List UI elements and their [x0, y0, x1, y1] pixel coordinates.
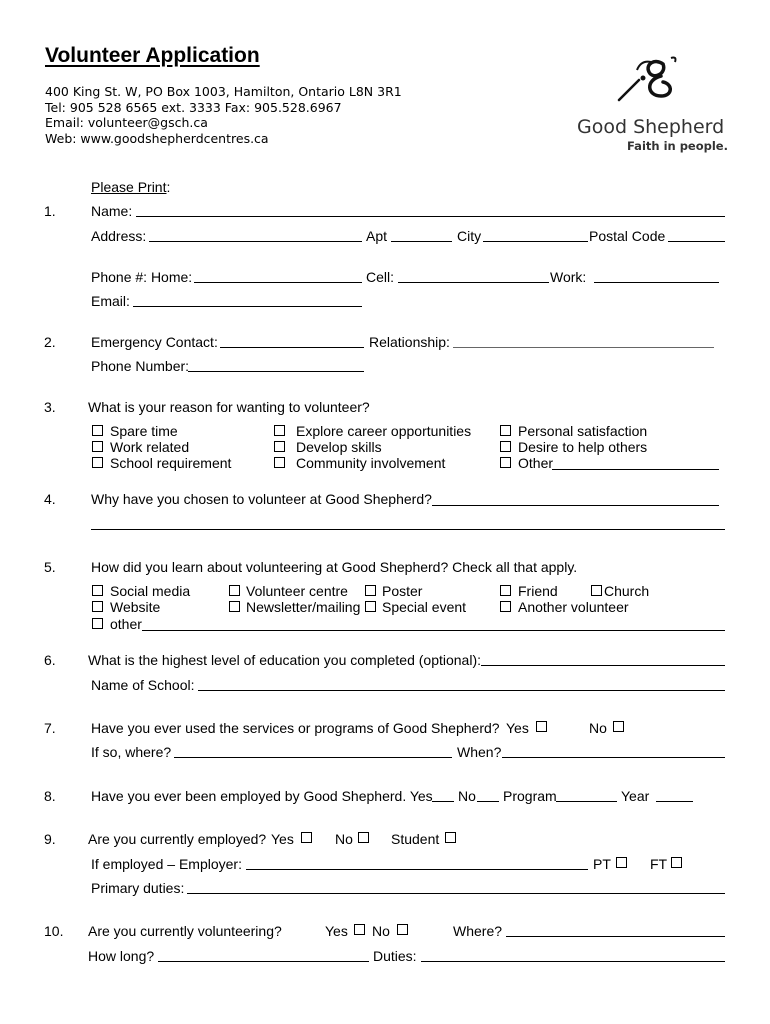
employer-label: If employed – Employer:	[91, 856, 242, 872]
q9-no-checkbox[interactable]	[358, 832, 369, 843]
website-checkbox[interactable]	[92, 601, 103, 612]
relationship-field[interactable]	[453, 347, 714, 348]
city-field[interactable]	[483, 241, 588, 242]
email-text: Email: volunteer@gsch.ca	[45, 115, 208, 130]
q8-number: 8.	[44, 788, 56, 804]
how-long-field[interactable]	[158, 961, 369, 962]
education-field[interactable]	[481, 665, 725, 666]
q8-program-field[interactable]	[556, 801, 617, 802]
q9-no-label: No	[335, 831, 353, 847]
other-source-field[interactable]	[142, 630, 725, 631]
special-event-label: Special event	[382, 599, 467, 615]
postal-code-label: Postal Code	[589, 228, 666, 244]
cell-field[interactable]	[398, 282, 549, 283]
q9-yes-label: Yes	[271, 831, 294, 847]
emergency-contact-field[interactable]	[220, 347, 364, 348]
please-print-text: Please Print	[91, 179, 167, 195]
email-label: Email:	[91, 293, 130, 309]
other-reason-field[interactable]	[552, 469, 719, 470]
church-checkbox[interactable]	[591, 585, 602, 596]
another-volunteer-checkbox[interactable]	[500, 601, 511, 612]
name-field[interactable]	[136, 216, 725, 217]
q4-field-line-1[interactable]	[432, 505, 719, 506]
explore-career-checkbox[interactable]	[274, 425, 285, 436]
good-shepherd-logo	[575, 50, 728, 154]
q7-no-label: No	[589, 720, 607, 736]
apt-field[interactable]	[391, 241, 452, 242]
q7-where-field[interactable]	[174, 757, 452, 758]
q6-number: 6.	[44, 652, 56, 668]
q10-duties-label: Duties:	[373, 948, 417, 964]
q10-where-field[interactable]	[506, 936, 725, 937]
q7-yes-label: Yes	[506, 720, 529, 736]
desire-help-label: Desire to help others	[518, 439, 648, 455]
logo-name: Good Shepherd	[577, 116, 725, 138]
q10-no-checkbox[interactable]	[397, 924, 408, 935]
relationship-label: Relationship:	[369, 334, 450, 350]
community-involvement-checkbox[interactable]	[274, 457, 285, 468]
q2-number: 2.	[44, 334, 56, 350]
q10-question: Are you currently volunteering?	[88, 923, 282, 939]
other-reason-label: Other	[518, 455, 554, 471]
tel-text: Tel: 905 528 6565 ext. 3333 Fax: 905.528.6967	[45, 99, 342, 115]
personal-satisfaction-checkbox[interactable]	[500, 425, 511, 436]
q3-question: What is your reason for wanting to volunteer?	[88, 399, 370, 415]
address-label: Address:	[91, 228, 147, 244]
please-print-colon: :	[166, 179, 171, 195]
q10-yes-label: Yes	[325, 923, 348, 939]
address-text: 400 King St. W, PO Box 1003, Hamilton, Ontario L8N 3R1	[45, 84, 402, 99]
how-long-label: How long?	[88, 948, 155, 964]
school-requirement-label: School requirement	[110, 455, 232, 471]
q8-program-label: Program	[503, 788, 557, 804]
personal-satisfaction-label: Personal satisfaction	[518, 423, 648, 439]
q8-no-field[interactable]	[477, 801, 499, 802]
develop-skills-checkbox[interactable]	[274, 441, 285, 452]
school-name-field[interactable]	[198, 690, 725, 691]
q7-when-field[interactable]	[502, 757, 725, 758]
newsletter-checkbox[interactable]	[229, 601, 240, 612]
q6-question: What is the highest level of education you completed (optional):	[88, 652, 482, 668]
shepherd-crook-icon	[575, 50, 725, 110]
q4-field-line-2[interactable]	[91, 529, 725, 530]
spare-time-checkbox[interactable]	[92, 425, 103, 436]
primary-duties-field[interactable]	[187, 893, 725, 894]
poster-label: Poster	[382, 583, 423, 599]
develop-skills-label: Develop skills	[296, 439, 382, 455]
q8-year-field[interactable]	[656, 801, 693, 802]
apt-label: Apt	[366, 228, 388, 244]
q7-number: 7.	[44, 720, 56, 736]
address-field[interactable]	[149, 241, 362, 242]
q8-question: Have you ever been employed by Good Shepherd. Yes	[91, 788, 433, 804]
home-phone-field[interactable]	[194, 282, 362, 283]
social-media-label: Social media	[110, 583, 191, 599]
poster-checkbox[interactable]	[365, 585, 376, 596]
other-source-label: other	[110, 616, 142, 632]
page-title: Volunteer Application	[45, 44, 260, 67]
q7-where-label: If so, where?	[91, 744, 172, 760]
pt-label: PT	[593, 856, 611, 872]
q7-when-label: When?	[457, 744, 502, 760]
q5-question: How did you learn about volunteering at Good Shepherd? Check all that apply.	[91, 559, 578, 575]
employer-field[interactable]	[246, 869, 588, 870]
desire-help-checkbox[interactable]	[500, 441, 511, 452]
special-event-checkbox[interactable]	[365, 601, 376, 612]
q9-question: Are you currently employed?	[88, 831, 267, 847]
q8-no-label: No	[458, 788, 476, 804]
school-name-label: Name of School:	[91, 677, 195, 693]
volunteer-centre-checkbox[interactable]	[229, 585, 240, 596]
q8-yes-field[interactable]	[432, 801, 454, 802]
website-label: Website	[110, 599, 161, 615]
volunteer-centre-label: Volunteer centre	[246, 583, 348, 599]
q9-yes-checkbox[interactable]	[301, 832, 312, 843]
city-label: City	[457, 228, 482, 244]
community-involvement-label: Community involvement	[296, 455, 446, 471]
q8-year-label: Year	[621, 788, 650, 804]
another-volunteer-label: Another volunteer	[518, 599, 629, 615]
primary-duties-label: Primary duties:	[91, 880, 185, 896]
ft-label: FT	[650, 856, 668, 872]
friend-checkbox[interactable]	[500, 585, 511, 596]
other-reason-checkbox[interactable]	[500, 457, 511, 468]
q7-question: Have you ever used the services or programs of Good Shepherd?	[91, 720, 500, 736]
q4-question: Why have you chosen to volunteer at Good Shepherd?	[91, 491, 432, 507]
q4-number: 4.	[44, 491, 56, 507]
email-field[interactable]	[133, 306, 362, 307]
please-print-label	[91, 179, 170, 195]
phone-number-field[interactable]	[188, 371, 364, 372]
q3-number: 3.	[44, 399, 56, 415]
postal-code-field[interactable]	[668, 241, 725, 242]
pt-checkbox[interactable]	[616, 857, 627, 868]
social-media-checkbox[interactable]	[92, 585, 103, 596]
q10-duties-field[interactable]	[421, 961, 725, 962]
school-requirement-checkbox[interactable]	[92, 457, 103, 468]
work-related-label: Work related	[110, 439, 190, 455]
name-label: Name:	[91, 203, 133, 219]
logo-tagline: Faith in people.	[627, 139, 728, 153]
q7-no-checkbox[interactable]	[613, 721, 624, 732]
q9-number: 9.	[44, 831, 56, 847]
q10-no-label: No	[372, 923, 390, 939]
church-label: Church	[604, 583, 650, 599]
work-field[interactable]	[594, 282, 719, 283]
friend-label: Friend	[518, 583, 558, 599]
q7-yes-checkbox[interactable]	[536, 721, 547, 732]
phone-number-label: Phone Number:	[91, 358, 190, 374]
work-related-checkbox[interactable]	[92, 441, 103, 452]
q10-yes-checkbox[interactable]	[354, 924, 365, 935]
home-phone-label: Phone #: Home:	[91, 269, 193, 285]
spare-time-label: Spare time	[110, 423, 178, 439]
emergency-contact-label: Emergency Contact:	[91, 334, 218, 350]
work-label: Work:	[550, 269, 587, 285]
ft-checkbox[interactable]	[671, 857, 682, 868]
q9-student-label: Student	[391, 831, 440, 847]
other-source-checkbox[interactable]	[92, 618, 103, 629]
explore-career-label: Explore career opportunities	[296, 423, 472, 439]
q1-number: 1.	[44, 203, 56, 219]
cell-label: Cell:	[366, 269, 395, 285]
q5-number: 5.	[44, 559, 56, 575]
newsletter-label: Newsletter/mailing	[246, 599, 361, 615]
q10-where-label: Where?	[453, 923, 503, 939]
q10-number: 10.	[44, 923, 64, 939]
q9-student-checkbox[interactable]	[445, 832, 456, 843]
web-text: Web: www.goodshepherdcentres.ca	[45, 130, 269, 146]
